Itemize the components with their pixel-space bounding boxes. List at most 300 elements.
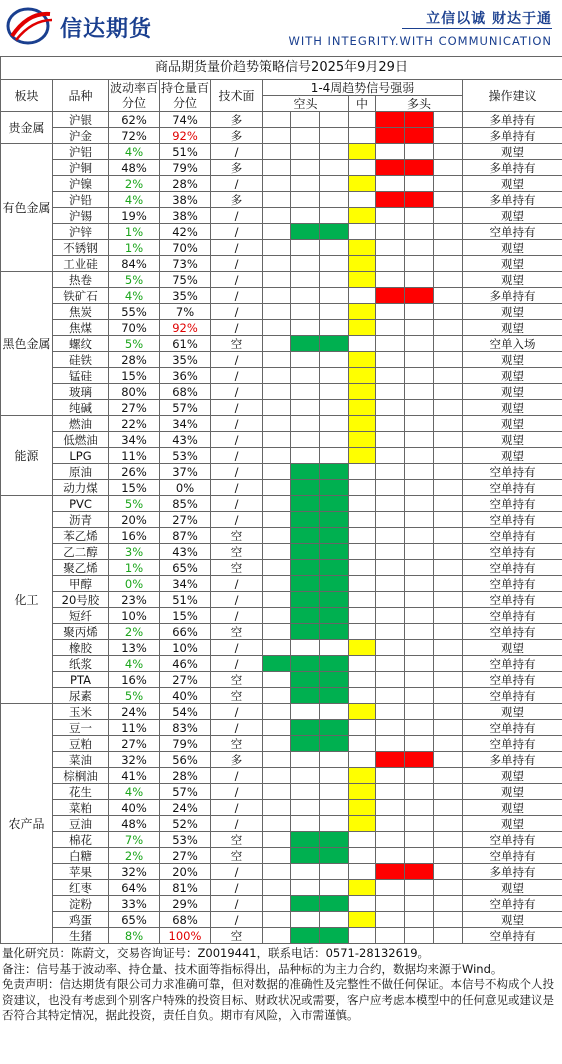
open-interest-percentile: 100% [160,928,211,944]
variety-name: 橡胶 [53,640,109,656]
volatility-percentile: 84% [109,256,160,272]
open-interest-percentile: 38% [160,208,211,224]
technical-signal: 空 [211,736,263,752]
signal-cell [263,240,291,256]
signal-cell [263,192,291,208]
variety-name: 白糖 [53,848,109,864]
signal-cell [376,576,405,592]
signal-cell [349,544,376,560]
open-interest-percentile: 29% [160,896,211,912]
signal-cell [320,512,349,528]
operation-advice: 空单持有 [463,848,562,864]
signal-cell [434,880,463,896]
table-row [1,928,562,944]
signal-cell [263,624,291,640]
signal-cell [434,704,463,720]
volatility-percentile: 80% [109,384,160,400]
signal-cell [291,448,320,464]
open-interest-percentile: 34% [160,416,211,432]
header-short: 空头 [263,96,349,112]
volatility-percentile: 20% [109,512,160,528]
signal-cell [349,528,376,544]
signal-cell [434,352,463,368]
signal-cell [376,864,405,880]
signal-cell [349,912,376,928]
signal-cell [434,336,463,352]
signal-cell [263,400,291,416]
operation-advice: 空单持有 [463,480,562,496]
operation-advice: 空单持有 [463,832,562,848]
table-row [1,624,562,640]
table-row [1,352,562,368]
table-row [1,160,562,176]
open-interest-percentile: 92% [160,128,211,144]
technical-signal: / [211,640,263,656]
signal-cell [349,720,376,736]
signal-cell [349,592,376,608]
signal-cell [376,624,405,640]
signal-cell [376,224,405,240]
signal-cell [376,720,405,736]
signal-cell [405,864,434,880]
signal-cell [434,800,463,816]
open-interest-percentile: 73% [160,256,211,272]
sector-name: 能源 [1,416,53,496]
open-interest-percentile: 57% [160,400,211,416]
signal-cell [405,672,434,688]
signal-cell [320,704,349,720]
variety-name: 鸡蛋 [53,912,109,928]
signal-cell [434,160,463,176]
variety-name: 沪铅 [53,192,109,208]
signal-cell [320,448,349,464]
operation-advice: 观望 [463,800,562,816]
operation-advice: 空单持有 [463,224,562,240]
signal-cell [291,432,320,448]
volatility-percentile: 19% [109,208,160,224]
table-row [1,336,562,352]
signal-cell [291,800,320,816]
signal-cell [349,640,376,656]
variety-name: 棕榈油 [53,768,109,784]
signal-cell [376,352,405,368]
signal-cell [320,832,349,848]
signal-cell [434,640,463,656]
table-row [1,656,562,672]
operation-advice: 观望 [463,208,562,224]
signal-cell [349,240,376,256]
signal-cell [349,400,376,416]
signal-cell [434,736,463,752]
technical-signal: / [211,608,263,624]
signal-cell [349,896,376,912]
operation-advice: 观望 [463,448,562,464]
signal-cell [434,176,463,192]
sector-name: 农产品 [1,704,53,944]
technical-signal: 空 [211,848,263,864]
variety-name: 玉米 [53,704,109,720]
signal-cell [434,912,463,928]
signal-cell [434,432,463,448]
signal-cell [434,688,463,704]
signal-cell [376,512,405,528]
signal-cell [291,688,320,704]
technical-signal: 空 [211,336,263,352]
table-row [1,912,562,928]
signal-cell [349,144,376,160]
header-advice: 操作建议 [463,80,562,112]
signal-cell [434,672,463,688]
signal-cell [434,560,463,576]
signal-cell [405,896,434,912]
signal-cell [349,576,376,592]
signal-cell [434,576,463,592]
signal-cell [376,176,405,192]
open-interest-percentile: 83% [160,720,211,736]
signal-cell [434,224,463,240]
operation-advice: 空单持有 [463,464,562,480]
variety-name: 纸浆 [53,656,109,672]
variety-name: 热卷 [53,272,109,288]
variety-name: 原油 [53,464,109,480]
open-interest-percentile: 75% [160,272,211,288]
signal-cell [376,608,405,624]
signal-cell [434,928,463,944]
open-interest-percentile: 27% [160,848,211,864]
technical-signal: / [211,480,263,496]
volatility-percentile: 5% [109,688,160,704]
open-interest-percentile: 0% [160,480,211,496]
table-row [1,688,562,704]
signal-cell [263,832,291,848]
variety-name: 沪银 [53,112,109,128]
signal-cell [263,592,291,608]
variety-name: 沪镍 [53,176,109,192]
signal-cell [376,256,405,272]
table-row [1,640,562,656]
operation-advice: 空单持有 [463,624,562,640]
signal-cell [376,704,405,720]
technical-signal: / [211,464,263,480]
operation-advice: 观望 [463,400,562,416]
operation-advice: 多单持有 [463,160,562,176]
variety-name: LPG [53,448,109,464]
table-row [1,304,562,320]
signal-cell [320,608,349,624]
signal-cell [263,704,291,720]
signal-cell [349,816,376,832]
open-interest-percentile: 28% [160,176,211,192]
volatility-percentile: 7% [109,832,160,848]
open-interest-percentile: 38% [160,192,211,208]
open-interest-percentile: 35% [160,352,211,368]
table-row [1,368,562,384]
signal-cell [263,336,291,352]
signal-cell [349,112,376,128]
table-row [1,864,562,880]
variety-name: 苹果 [53,864,109,880]
signal-cell [376,592,405,608]
signal-cell [320,224,349,240]
signal-cell [376,416,405,432]
volatility-percentile: 48% [109,160,160,176]
signal-cell [405,432,434,448]
technical-signal: / [211,896,263,912]
signal-cell [405,192,434,208]
volatility-percentile: 4% [109,192,160,208]
signal-cell [349,832,376,848]
signal-cell [320,192,349,208]
table-row [1,512,562,528]
open-interest-percentile: 36% [160,368,211,384]
signal-cell [263,640,291,656]
variety-name: 低燃油 [53,432,109,448]
signal-cell [376,928,405,944]
table-row [1,384,562,400]
table-row [1,752,562,768]
table-row [1,896,562,912]
variety-name: 玻璃 [53,384,109,400]
signal-cell [291,304,320,320]
researcher-note: 量化研究员：陈蔚文，交易咨询证号：Z0019441，联系电话：0571-28132619。 [2,946,430,960]
operation-advice: 多单持有 [463,864,562,880]
open-interest-percentile: 65% [160,560,211,576]
variety-name: 甲醇 [53,576,109,592]
variety-name: 不锈钢 [53,240,109,256]
slogan-divider [402,28,552,29]
signal-cell [291,864,320,880]
signal-cell [405,368,434,384]
signal-cell [376,688,405,704]
signal-cell [291,720,320,736]
signal-cell [434,720,463,736]
signal-cell [376,544,405,560]
signal-cell [405,768,434,784]
signal-cell [349,656,376,672]
signal-cell [405,160,434,176]
signal-cell [349,256,376,272]
signal-cell [320,384,349,400]
signal-cell [291,288,320,304]
signal-cell [405,704,434,720]
signal-cell [405,512,434,528]
signal-cell [405,416,434,432]
signal-cell [291,880,320,896]
signal-cell [349,672,376,688]
signal-cell [434,528,463,544]
signal-cell [291,192,320,208]
signal-cell [263,720,291,736]
signal-cell [320,496,349,512]
header-oi-pct: 持仓量百分位 [160,80,209,110]
signal-cell [405,256,434,272]
volatility-percentile: 16% [109,528,160,544]
variety-name: 沪铜 [53,160,109,176]
signal-cell [320,480,349,496]
company-logo [6,6,54,46]
technical-signal: / [211,432,263,448]
signal-cell [291,544,320,560]
technical-signal: / [211,288,263,304]
signal-cell [405,816,434,832]
signal-cell [376,368,405,384]
signal-cell [320,880,349,896]
signal-cell [405,304,434,320]
technical-signal: 空 [211,560,263,576]
technical-signal: / [211,592,263,608]
table-title: 商品期货量价趋势策略信号2025年9月29日 [1,57,562,80]
signal-cell [349,768,376,784]
operation-advice: 空单持有 [463,512,562,528]
open-interest-percentile: 54% [160,704,211,720]
signal-cell [320,624,349,640]
signal-cell [320,288,349,304]
volatility-percentile: 4% [109,656,160,672]
open-interest-percentile: 79% [160,736,211,752]
signal-cell [320,128,349,144]
signal-cell [263,320,291,336]
signal-cell [376,656,405,672]
operation-advice: 观望 [463,416,562,432]
signal-cell [291,160,320,176]
open-interest-percentile: 35% [160,288,211,304]
signal-cell [263,784,291,800]
signal-cell [349,160,376,176]
signal-cell [320,928,349,944]
signal-cell [291,896,320,912]
operation-advice: 空单持有 [463,672,562,688]
signal-cell [376,400,405,416]
signal-cell [263,656,291,672]
signal-cell [291,336,320,352]
technical-signal: / [211,576,263,592]
signal-cell [320,672,349,688]
signal-cell [405,448,434,464]
signal-cell [291,224,320,240]
open-interest-percentile: 79% [160,160,211,176]
signal-cell [291,464,320,480]
signal-cell [405,240,434,256]
signal-cell [349,784,376,800]
operation-advice: 多单持有 [463,128,562,144]
signal-cell [349,432,376,448]
operation-advice: 观望 [463,272,562,288]
open-interest-percentile: 20% [160,864,211,880]
technical-signal: / [211,272,263,288]
signal-cell [376,240,405,256]
signal-cell [405,800,434,816]
signal-cell [263,768,291,784]
signal-cell [263,496,291,512]
signal-cell [263,896,291,912]
volatility-percentile: 34% [109,432,160,448]
table-row [1,400,562,416]
signal-cell [434,112,463,128]
operation-advice: 空单持有 [463,576,562,592]
signal-cell [349,208,376,224]
operation-advice: 空单持有 [463,656,562,672]
signal-cell [263,416,291,432]
signal-cell [263,384,291,400]
operation-advice: 空单持有 [463,928,562,944]
volatility-percentile: 23% [109,592,160,608]
header-vol-pct: 波动率百分位 [109,80,158,110]
signal-cell [434,752,463,768]
signal-cell [320,864,349,880]
open-interest-percentile: 10% [160,640,211,656]
signal-cell [405,848,434,864]
signal-cell [405,560,434,576]
signal-cell [405,320,434,336]
technical-signal: / [211,784,263,800]
signal-cell [376,736,405,752]
signal-cell [376,768,405,784]
operation-advice: 空单持有 [463,608,562,624]
variety-name: 沥青 [53,512,109,528]
table-row [1,176,562,192]
variety-name: 淀粉 [53,896,109,912]
signal-cell [405,880,434,896]
signal-cell [405,912,434,928]
open-interest-percentile: 43% [160,432,211,448]
signal-cell [291,368,320,384]
signal-cell [405,688,434,704]
technical-signal: / [211,208,263,224]
technical-signal: / [211,368,263,384]
variety-name: 乙二醇 [53,544,109,560]
signal-cell [349,416,376,432]
operation-advice: 观望 [463,176,562,192]
signal-cell [349,704,376,720]
open-interest-percentile: 28% [160,768,211,784]
signal-cell [349,336,376,352]
variety-name: 苯乙烯 [53,528,109,544]
signal-cell [376,144,405,160]
signal-cell [349,688,376,704]
signal-cell [263,800,291,816]
signal-cell [376,640,405,656]
technical-signal: / [211,448,263,464]
table-row [1,432,562,448]
signal-cell [349,880,376,896]
signal-cell [434,544,463,560]
signal-cell [434,784,463,800]
signal-cell [349,384,376,400]
signal-cell [376,816,405,832]
signal-cell [434,192,463,208]
technical-signal: 多 [211,160,263,176]
table-row [1,608,562,624]
signal-cell [263,816,291,832]
disclaimer-note: 免责声明：信达期货有限公司力求准确可靠，但对数据的准确性及完整性不做任何保证。本信号不构成个人投资建议，也没有考虑到个别客户特殊的投资目标、财政状况或需要，客户应考虑本模型中的任何意见或建议是否符合其特定情况，据此投资，责任自负。期市有风险，入市需谨慎。 [2,977,554,1022]
operation-advice: 空单持有 [463,736,562,752]
signal-cell [320,912,349,928]
signal-cell [263,224,291,240]
signal-cell [291,128,320,144]
operation-advice: 观望 [463,144,562,160]
table-row [1,208,562,224]
signal-cell [320,304,349,320]
signal-cell [291,592,320,608]
operation-advice: 观望 [463,704,562,720]
table-row [1,576,562,592]
technical-signal: 多 [211,112,263,128]
signal-cell [349,848,376,864]
signal-cell [349,176,376,192]
signal-cell [434,400,463,416]
variety-name: 焦煤 [53,320,109,336]
volatility-percentile: 40% [109,800,160,816]
